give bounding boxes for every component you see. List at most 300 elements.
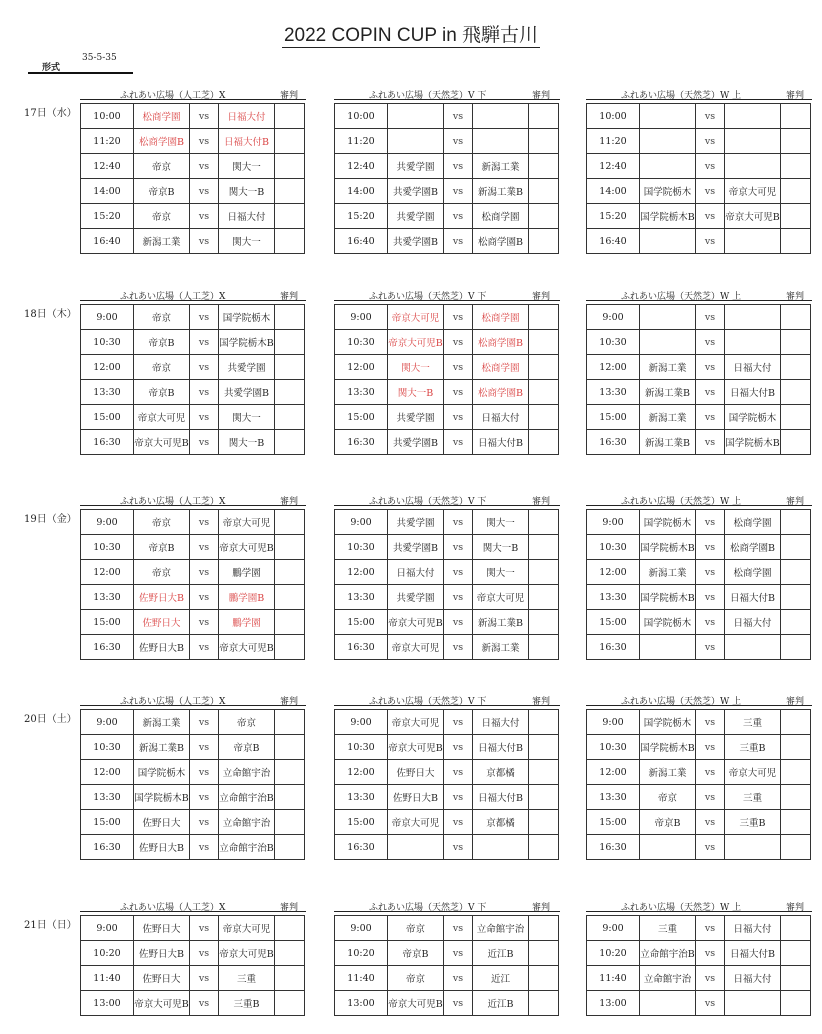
referee-cell	[529, 991, 559, 1016]
referee-cell	[781, 510, 811, 535]
table-row	[81, 179, 305, 204]
table-row	[587, 229, 811, 254]
vs-label: vs	[190, 330, 219, 355]
match-time: 16:30	[335, 835, 388, 860]
home-team	[640, 154, 696, 179]
vs-label: vs	[190, 355, 219, 380]
venue-name: ふれあい広場（天然芝）V 下	[369, 903, 487, 913]
vs-label: vs	[696, 585, 725, 610]
home-team: 帝京	[134, 204, 190, 229]
referee-cell	[529, 305, 559, 330]
away-team	[725, 229, 781, 254]
table-row	[81, 760, 305, 785]
venue-name: ふれあい広場（人工芝）X	[120, 697, 226, 707]
away-team: 関大一B	[219, 179, 275, 204]
venue-name: ふれあい広場（天然芝）W 上	[621, 497, 742, 507]
away-team: 日福大付B	[473, 735, 529, 760]
home-team: 国学院栃木	[134, 760, 190, 785]
match-time: 9:00	[335, 916, 388, 941]
table-row	[587, 305, 811, 330]
schedule-table	[586, 915, 811, 1016]
venue-name: ふれあい広場（人工芝）X	[120, 903, 226, 913]
away-team: 鵬学園B	[219, 585, 275, 610]
away-team	[725, 305, 781, 330]
home-team: 帝京大可児	[388, 635, 444, 660]
table-row	[587, 204, 811, 229]
match-time: 10:30	[335, 735, 388, 760]
home-team	[388, 104, 444, 129]
vs-label: vs	[444, 560, 473, 585]
vs-label: vs	[696, 104, 725, 129]
vs-label: vs	[696, 179, 725, 204]
match-time: 16:40	[335, 229, 388, 254]
table-row	[335, 430, 559, 455]
match-time: 15:00	[81, 610, 134, 635]
table-row	[81, 710, 305, 735]
match-time: 16:30	[81, 835, 134, 860]
match-time: 13:30	[587, 585, 640, 610]
away-team: 新潟工業B	[473, 179, 529, 204]
referee-cell	[529, 635, 559, 660]
away-team: 帝京	[219, 710, 275, 735]
table-row	[81, 835, 305, 860]
table-row	[587, 535, 811, 560]
home-team: 新潟工業B	[134, 735, 190, 760]
table-row	[587, 785, 811, 810]
vs-label: vs	[696, 330, 725, 355]
home-team: 立命館宇治	[640, 966, 696, 991]
referee-cell	[275, 941, 305, 966]
vs-label: vs	[444, 916, 473, 941]
vs-label: vs	[190, 966, 219, 991]
vs-label: vs	[190, 535, 219, 560]
vs-label: vs	[444, 785, 473, 810]
away-team: 鵬学園	[219, 610, 275, 635]
referee-cell	[781, 355, 811, 380]
home-team: 佐野日大	[134, 610, 190, 635]
referee-cell	[781, 405, 811, 430]
table-row	[81, 430, 305, 455]
schedule-table	[586, 509, 811, 660]
home-team: 関大一	[388, 355, 444, 380]
vs-label: vs	[696, 204, 725, 229]
away-team: 日福大付B	[473, 430, 529, 455]
match-time: 10:30	[81, 735, 134, 760]
away-team: 立命館宇治B	[219, 835, 275, 860]
table-row	[335, 810, 559, 835]
referee-cell	[529, 916, 559, 941]
match-time: 9:00	[587, 305, 640, 330]
referee-cell	[275, 380, 305, 405]
match-time: 13:30	[81, 785, 134, 810]
referee-cell	[529, 330, 559, 355]
referee-cell	[781, 330, 811, 355]
home-team: 帝京	[134, 154, 190, 179]
away-team: 立命館宇治B	[219, 785, 275, 810]
vs-label: vs	[190, 941, 219, 966]
referee-label: 審判	[532, 91, 551, 101]
home-team: 佐野日大B	[388, 785, 444, 810]
table-row	[587, 179, 811, 204]
away-team: 立命館宇治	[219, 810, 275, 835]
venue-header	[334, 290, 560, 301]
vs-label: vs	[696, 430, 725, 455]
away-team: 京都橘	[473, 760, 529, 785]
vs-label: vs	[696, 810, 725, 835]
referee-cell	[275, 154, 305, 179]
match-time: 15:20	[335, 204, 388, 229]
home-team: 新潟工業B	[640, 430, 696, 455]
referee-cell	[529, 941, 559, 966]
vs-label: vs	[696, 635, 725, 660]
table-row	[335, 966, 559, 991]
away-team	[725, 154, 781, 179]
home-team: 帝京大可児	[388, 810, 444, 835]
away-team: 松商学園B	[473, 229, 529, 254]
home-team: 帝京大可児	[388, 710, 444, 735]
home-team: 帝京大可児B	[388, 991, 444, 1016]
venue-header	[334, 89, 560, 100]
match-time: 15:00	[335, 610, 388, 635]
schedule-table	[80, 509, 305, 660]
referee-cell	[275, 535, 305, 560]
vs-label: vs	[444, 510, 473, 535]
referee-cell	[781, 585, 811, 610]
away-team: 日福大付	[219, 104, 275, 129]
referee-cell	[781, 810, 811, 835]
match-time: 10:00	[81, 104, 134, 129]
venue-name: ふれあい広場（天然芝）W 上	[621, 91, 742, 101]
venue-header	[80, 290, 306, 301]
away-team: 新潟工業	[473, 635, 529, 660]
match-time: 10:30	[587, 330, 640, 355]
vs-label: vs	[190, 810, 219, 835]
home-team: 佐野日大	[388, 760, 444, 785]
home-team	[388, 129, 444, 154]
match-time: 16:40	[587, 229, 640, 254]
referee-cell	[529, 229, 559, 254]
format-value: 35-5-35	[82, 53, 117, 63]
vs-label: vs	[444, 991, 473, 1016]
venue-name: ふれあい広場（天然芝）W 上	[621, 697, 742, 707]
match-time: 12:00	[81, 760, 134, 785]
home-team: 共愛学園B	[388, 535, 444, 560]
home-team: 帝京大可児B	[134, 430, 190, 455]
match-time: 13:30	[335, 785, 388, 810]
away-team	[725, 129, 781, 154]
day-label: 21日（日）	[24, 920, 77, 931]
table-row	[587, 510, 811, 535]
table-row	[81, 916, 305, 941]
table-row	[335, 585, 559, 610]
table-row	[81, 330, 305, 355]
match-time: 11:40	[81, 966, 134, 991]
vs-label: vs	[444, 635, 473, 660]
venue-header	[586, 290, 812, 301]
home-team	[640, 129, 696, 154]
vs-label: vs	[696, 560, 725, 585]
home-team: 日福大付	[388, 560, 444, 585]
table-row	[587, 129, 811, 154]
match-time: 13:30	[587, 380, 640, 405]
referee-cell	[781, 129, 811, 154]
away-team	[473, 835, 529, 860]
match-time: 14:00	[335, 179, 388, 204]
table-row	[587, 104, 811, 129]
match-time: 15:00	[587, 810, 640, 835]
away-team: 日福大付	[725, 966, 781, 991]
away-team: 国学院栃木	[219, 305, 275, 330]
referee-cell	[275, 229, 305, 254]
away-team: 共愛学園B	[219, 380, 275, 405]
home-team: 共愛学園	[388, 204, 444, 229]
day-label: 18日（木）	[24, 309, 77, 320]
schedule-table	[80, 304, 305, 455]
away-team: 松商学園	[725, 510, 781, 535]
table-row	[335, 355, 559, 380]
referee-label: 審判	[280, 91, 299, 101]
table-row	[335, 991, 559, 1016]
vs-label: vs	[190, 229, 219, 254]
table-row	[335, 635, 559, 660]
match-time: 16:30	[335, 430, 388, 455]
match-time: 15:00	[81, 405, 134, 430]
match-time: 10:30	[335, 330, 388, 355]
referee-cell	[529, 610, 559, 635]
vs-label: vs	[444, 330, 473, 355]
away-team: 関大一	[473, 560, 529, 585]
match-time: 9:00	[81, 916, 134, 941]
vs-label: vs	[190, 430, 219, 455]
referee-cell	[529, 810, 559, 835]
venue-name: ふれあい広場（人工芝）X	[120, 497, 226, 507]
match-time: 12:40	[335, 154, 388, 179]
home-team: 国学院栃木B	[640, 535, 696, 560]
match-time: 11:40	[587, 966, 640, 991]
vs-label: vs	[190, 104, 219, 129]
referee-cell	[275, 204, 305, 229]
venue-name: ふれあい広場（天然芝）V 下	[369, 697, 487, 707]
away-team: 関大一	[473, 510, 529, 535]
away-team: 三重B	[219, 991, 275, 1016]
referee-label: 審判	[786, 903, 805, 913]
referee-cell	[275, 785, 305, 810]
table-row	[335, 129, 559, 154]
match-time: 16:30	[587, 430, 640, 455]
venue-header	[586, 495, 812, 506]
home-team: 共愛学園	[388, 405, 444, 430]
away-team: 京都橘	[473, 810, 529, 835]
match-time: 11:40	[335, 966, 388, 991]
away-team: 関大一B	[473, 535, 529, 560]
away-team: 日福大付B	[725, 585, 781, 610]
home-team: 帝京B	[640, 810, 696, 835]
table-row	[81, 510, 305, 535]
table-row	[335, 305, 559, 330]
away-team: 松商学園B	[473, 380, 529, 405]
table-row	[587, 610, 811, 635]
vs-label: vs	[696, 229, 725, 254]
home-team: 立命館宇治B	[640, 941, 696, 966]
home-team: 国学院栃木B	[640, 585, 696, 610]
home-team: 佐野日大	[134, 810, 190, 835]
vs-label: vs	[190, 916, 219, 941]
away-team: 松商学園	[473, 305, 529, 330]
vs-label: vs	[444, 966, 473, 991]
away-team: 日福大付	[219, 204, 275, 229]
home-team: 新潟工業	[134, 229, 190, 254]
home-team	[640, 635, 696, 660]
home-team: 関大一B	[388, 380, 444, 405]
referee-cell	[781, 380, 811, 405]
referee-cell	[275, 916, 305, 941]
match-time: 15:20	[81, 204, 134, 229]
match-time: 10:30	[81, 535, 134, 560]
referee-cell	[781, 305, 811, 330]
table-row	[335, 835, 559, 860]
match-time: 13:30	[81, 585, 134, 610]
vs-label: vs	[190, 585, 219, 610]
venue-header	[586, 901, 812, 912]
home-team	[640, 330, 696, 355]
vs-label: vs	[444, 405, 473, 430]
vs-label: vs	[190, 760, 219, 785]
table-row	[335, 380, 559, 405]
vs-label: vs	[696, 380, 725, 405]
table-row	[587, 380, 811, 405]
home-team: 佐野日大B	[134, 941, 190, 966]
away-team	[725, 991, 781, 1016]
referee-cell	[529, 710, 559, 735]
referee-cell	[781, 835, 811, 860]
home-team: 佐野日大B	[134, 835, 190, 860]
home-team	[640, 229, 696, 254]
away-team	[473, 104, 529, 129]
referee-cell	[781, 941, 811, 966]
schedule-table	[586, 103, 811, 254]
table-row	[335, 760, 559, 785]
table-row	[587, 330, 811, 355]
home-team: 帝京B	[134, 380, 190, 405]
away-team: 三重	[725, 710, 781, 735]
vs-label: vs	[696, 735, 725, 760]
match-time: 12:00	[81, 355, 134, 380]
vs-label: vs	[190, 735, 219, 760]
match-time: 9:00	[335, 305, 388, 330]
referee-cell	[275, 510, 305, 535]
match-time: 9:00	[81, 510, 134, 535]
schedule-table	[586, 304, 811, 455]
referee-cell	[275, 330, 305, 355]
away-team: 帝京大可児B	[219, 635, 275, 660]
table-row	[81, 204, 305, 229]
table-row	[81, 941, 305, 966]
referee-cell	[529, 760, 559, 785]
venue-header	[334, 695, 560, 706]
vs-label: vs	[696, 610, 725, 635]
venue-header	[586, 695, 812, 706]
match-time: 13:00	[587, 991, 640, 1016]
table-row	[81, 405, 305, 430]
format-label: 形式	[42, 63, 61, 73]
referee-cell	[529, 785, 559, 810]
away-team: 日福大付	[725, 610, 781, 635]
away-team	[725, 330, 781, 355]
away-team: 国学院栃木	[725, 405, 781, 430]
match-time: 13:00	[335, 991, 388, 1016]
away-team: 日福大付B	[725, 380, 781, 405]
table-row	[587, 710, 811, 735]
match-time: 10:30	[81, 330, 134, 355]
away-team: 松商学園	[473, 204, 529, 229]
away-team: 関大一	[219, 229, 275, 254]
match-time: 13:30	[335, 585, 388, 610]
table-row	[81, 229, 305, 254]
referee-cell	[275, 585, 305, 610]
referee-cell	[275, 179, 305, 204]
referee-label: 審判	[280, 292, 299, 302]
table-row	[587, 916, 811, 941]
referee-label: 審判	[532, 497, 551, 507]
vs-label: vs	[190, 305, 219, 330]
table-row	[81, 585, 305, 610]
vs-label: vs	[190, 154, 219, 179]
vs-label: vs	[444, 610, 473, 635]
vs-label: vs	[190, 835, 219, 860]
referee-label: 審判	[280, 903, 299, 913]
table-row	[335, 405, 559, 430]
home-team: 帝京B	[134, 535, 190, 560]
match-time: 9:00	[587, 510, 640, 535]
venue-name: ふれあい広場（天然芝）V 下	[369, 292, 487, 302]
referee-cell	[529, 179, 559, 204]
away-team: 近江B	[473, 991, 529, 1016]
match-time: 12:00	[335, 760, 388, 785]
vs-label: vs	[444, 380, 473, 405]
venue-header	[80, 495, 306, 506]
home-team: 帝京大可児	[134, 405, 190, 430]
schedule-table	[80, 709, 305, 860]
venue-header	[334, 901, 560, 912]
home-team: 松商学園	[134, 104, 190, 129]
table-row	[335, 330, 559, 355]
referee-cell	[275, 735, 305, 760]
vs-label: vs	[696, 966, 725, 991]
vs-label: vs	[190, 204, 219, 229]
referee-cell	[275, 966, 305, 991]
vs-label: vs	[696, 355, 725, 380]
home-team: 共愛学園	[388, 154, 444, 179]
table-row	[587, 835, 811, 860]
table-row	[335, 104, 559, 129]
match-time: 12:00	[335, 355, 388, 380]
away-team: 松商学園B	[725, 535, 781, 560]
home-team: 帝京	[134, 305, 190, 330]
match-time: 10:20	[81, 941, 134, 966]
vs-label: vs	[696, 405, 725, 430]
referee-cell	[275, 305, 305, 330]
home-team	[640, 104, 696, 129]
away-team: 松商学園	[725, 560, 781, 585]
vs-label: vs	[190, 785, 219, 810]
referee-cell	[781, 430, 811, 455]
home-team	[640, 835, 696, 860]
match-time: 11:20	[335, 129, 388, 154]
home-team	[640, 991, 696, 1016]
referee-cell	[781, 966, 811, 991]
table-row	[81, 154, 305, 179]
away-team: 帝京大可児	[473, 585, 529, 610]
